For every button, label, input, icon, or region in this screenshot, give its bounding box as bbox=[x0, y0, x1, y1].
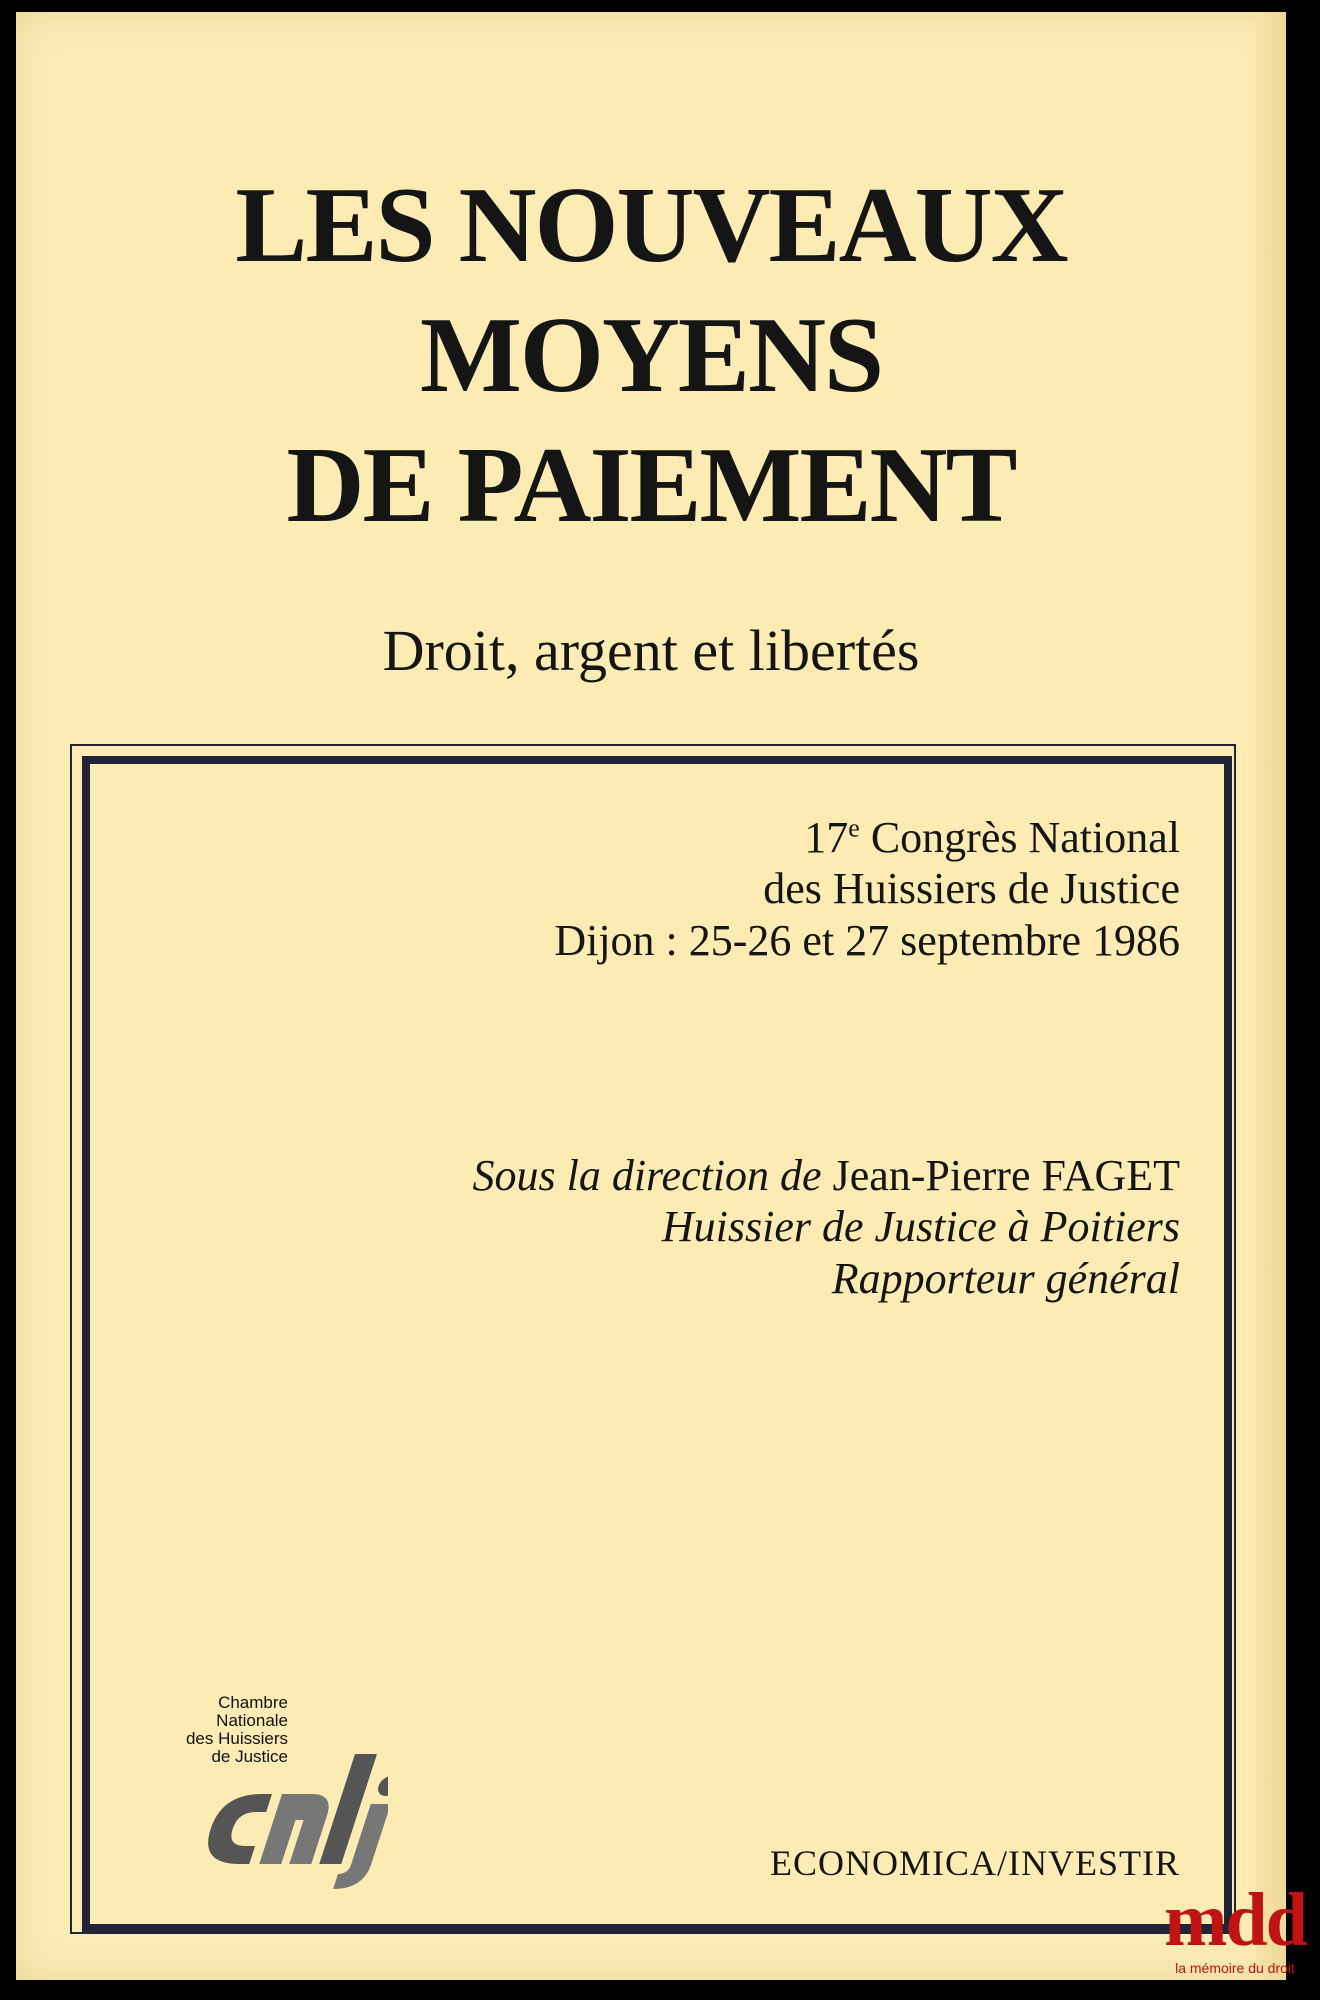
watermark bbox=[1160, 1878, 1310, 1992]
inner-frame bbox=[82, 756, 1232, 1932]
congress-number: 17 bbox=[804, 813, 849, 862]
congress-line-2: des Huissiers de Justice bbox=[763, 864, 1180, 914]
director-role-2: Rapporteur général bbox=[831, 1253, 1180, 1303]
watermark-logo: mdd bbox=[1164, 1878, 1306, 1962]
direction-info bbox=[472, 1150, 1180, 1304]
title-line-3: DE PAIEMENT bbox=[286, 426, 1016, 545]
publisher-name: ECONOMICA/INVESTIR bbox=[770, 1843, 1180, 1883]
congress-title: Congrès National bbox=[859, 813, 1180, 862]
director-role-1: Huissier de Justice à Poitiers bbox=[661, 1202, 1180, 1252]
congress-info bbox=[554, 812, 1180, 966]
direction-line-1 bbox=[472, 1150, 1180, 1201]
congress-ordinal-suffix: e bbox=[848, 813, 860, 843]
direction-prefix: Sous la direction de bbox=[472, 1151, 822, 1200]
outer-frame bbox=[70, 744, 1236, 1934]
logo-caption: Chambre Nationale des Huissiers de Justice bbox=[185, 1693, 288, 1766]
watermark-tagline: la mémoire du droit bbox=[1175, 1960, 1295, 1976]
title-line-2: MOYENS bbox=[419, 296, 883, 415]
cnhj-logo bbox=[138, 1694, 388, 1894]
congress-line-1 bbox=[554, 812, 1180, 863]
subtitle: Droit, argent et libertés bbox=[382, 618, 920, 683]
book-cover bbox=[16, 12, 1286, 1980]
congress-line-3: Dijon : 25-26 et 27 septembre 1986 bbox=[554, 915, 1180, 965]
director-name: Jean-Pierre FAGET bbox=[832, 1151, 1180, 1200]
cnhj-monogram-icon bbox=[168, 1714, 388, 1894]
title-line-1: LES NOUVEAUX bbox=[235, 166, 1067, 285]
